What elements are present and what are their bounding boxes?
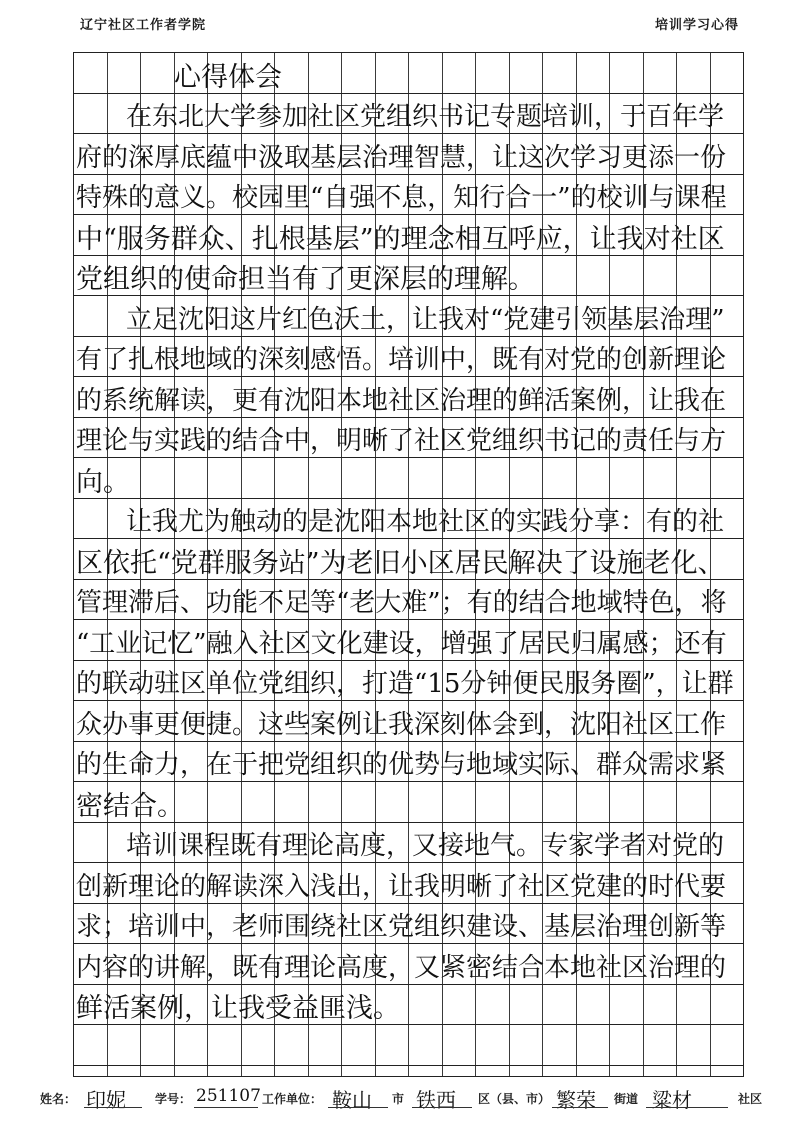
essay-line-text: 向。 — [76, 466, 130, 497]
name-label: 姓名： — [40, 1092, 77, 1106]
essay-line-text: 特殊的意义。校园里“自强不息，知行合一”的校训与课程 — [76, 183, 727, 213]
essay-line-text: 的系统解读，更有沈阳本地社区治理的鲜活案例，让我在 — [76, 385, 727, 416]
district-label: 区（县、市） — [478, 1092, 551, 1106]
district-underline — [412, 1107, 472, 1108]
essay-line-text: 培训课程既有理论高度，又接地气。专家学者对党的 — [126, 831, 725, 861]
essay-line-text: 府的深厚底蕴中汲取基层治理智慧，让这次学习更添一份 — [76, 142, 727, 173]
essay-line-text: “工业记忆”融入社区文化建设，增强了居民归属感；还有 — [76, 628, 727, 659]
essay-line — [74, 823, 743, 864]
header-doc-type: 培训学习心得 — [654, 18, 739, 33]
essay-line-text: 理论与实践的结合中，明晰了社区党组织书记的责任与方 — [76, 426, 727, 456]
essay-line — [74, 580, 743, 621]
essay-line — [74, 134, 743, 175]
essay-line — [74, 701, 743, 742]
essay-line — [74, 661, 743, 702]
essay-line-text: 中“服务群众、扎根基层”的理念相互呼应，让我对社区 — [76, 223, 725, 254]
essay-line — [74, 296, 743, 337]
essay-line-text: 内容的讲解，既有理论高度，又紧密结合本地社区治理的 — [76, 952, 727, 983]
city-underline — [328, 1107, 388, 1108]
essay-line-text — [74, 1069, 743, 1078]
essay-line — [74, 863, 743, 904]
city-value: 鞍山 — [332, 1088, 372, 1112]
essay-line — [74, 620, 743, 661]
essay-line — [74, 742, 743, 783]
district-value: 铁西 — [416, 1088, 456, 1112]
street-label: 街道 — [614, 1092, 639, 1106]
essay-line — [74, 418, 743, 459]
community-value: 粱材 — [652, 1088, 692, 1112]
essay-line — [74, 53, 743, 94]
essay-line-text: 的联动驻区单位党组织，打造“15分钟便民服务圈”，让群 — [76, 669, 734, 699]
city-label: 市 — [392, 1092, 405, 1106]
essay-line-text: 的生命力，在于把党组织的优势与地域实际、群众需求紧 — [76, 750, 727, 780]
essay-line — [74, 985, 743, 1026]
footer-info — [40, 1086, 780, 1112]
essay-line-text: 密结合。 — [76, 790, 184, 821]
essay-line-text: 在东北大学参加社区党组织书记专题培训，于百年学 — [126, 102, 725, 132]
essay-grid-paper — [73, 52, 744, 1077]
student-id-underline — [194, 1107, 258, 1108]
essay-line-text: 区依托“党群服务站”为老旧小区居民解决了设施老化、 — [76, 547, 725, 578]
essay-line — [74, 782, 743, 823]
header-institution: 辽宁社区工作者学院 — [80, 18, 207, 33]
essay-line-text — [74, 1028, 743, 1064]
essay-line — [74, 256, 743, 297]
street-underline — [552, 1107, 608, 1108]
essay-line-text: 求；培训中，老师围绕社区党组织建设、基层治理创新等 — [76, 912, 727, 942]
essay-line — [74, 904, 743, 945]
community-underline — [646, 1107, 728, 1108]
essay-line-text: 众办事更便捷。这些案例让我深刻体会到，沈阳社区工作 — [76, 709, 727, 740]
essay-title: 心得体会 — [174, 61, 282, 92]
student-id-label: 学号： — [155, 1092, 192, 1106]
student-id-value: 251107 — [196, 1086, 261, 1106]
essay-line — [74, 944, 743, 985]
essay-line — [74, 337, 743, 378]
essay-line-text: 有了扎根地域的深刻感悟。培训中，既有对党的创新理论 — [76, 345, 727, 375]
essay-line-text: 管理滞后、功能不足等“老大难”；有的结合地域特色，将 — [76, 588, 727, 618]
essay-line — [74, 1025, 743, 1066]
essay-line — [74, 94, 743, 135]
essay-line — [74, 175, 743, 216]
essay-line — [74, 539, 743, 580]
essay-line-text: 党组织的使命担当有了更深层的理解。 — [76, 264, 535, 295]
essay-line-text: 创新理论的解读深入浅出，让我明晰了社区党建的时代要 — [76, 871, 727, 902]
essay-line — [74, 499, 743, 540]
essay-line — [74, 458, 743, 499]
essay-line — [74, 215, 743, 256]
essay-line-text: 让我尤为触动的是沈阳本地社区的实践分享：有的社 — [126, 507, 725, 537]
essay-line — [74, 377, 743, 418]
essay-line — [74, 1066, 743, 1078]
community-label: 社区 — [738, 1092, 763, 1106]
work-unit-label: 工作单位： — [262, 1092, 323, 1106]
essay-line-text: 立足沈阳这片红色沃土，让我对“党建引领基层治理” — [126, 304, 725, 335]
name-underline — [84, 1107, 142, 1108]
street-value: 繁荣 — [556, 1088, 596, 1112]
name-value: 印妮 — [86, 1088, 126, 1112]
essay-line-text: 鲜活案例，让我受益匪浅。 — [76, 993, 400, 1024]
